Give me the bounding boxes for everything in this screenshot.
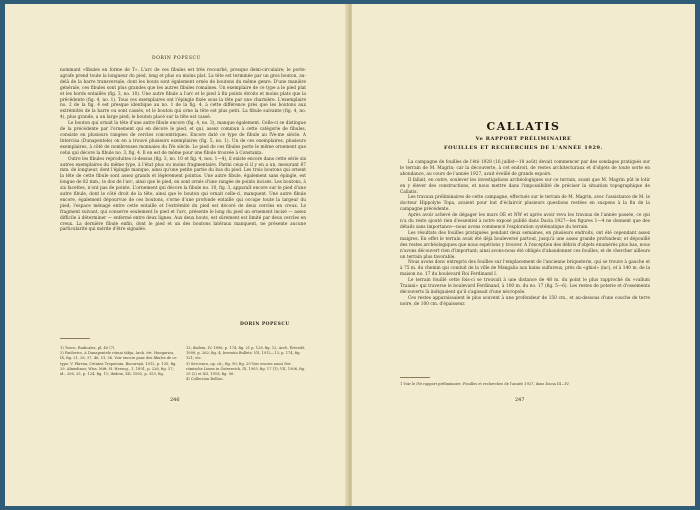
footnote: 1 Voir le IVe rapport préliminaire, Fouilles et recherches de l'année 1927, dans Dacia III—IV. xyxy=(400,382,570,386)
footnote: 3) Sevcenco, op. cit., fig. 90; fig. 29 Voir encore aussi Der römische Limes in Österreich, IX, 1903, fig. 17 (1); VII, 1906, fig. 29 (2) et XII, 1918, fig. 56. xyxy=(186,361,306,377)
left-page xyxy=(5,4,348,506)
paragraph: La campagne de fouilles de l'été 1928 (16 juillet—18 août) devait commencer par des sondages pratiqués sur le terrain de M. Magrin; car la découverte, à cet endroit, de restes architecturaux et d'objets de toute sorte en abondance, au cours de l'année 1927, avait éveillé de grands espoirs. xyxy=(400,160,650,177)
paragraph: Nous avons donc entrepris des fouilles sur l'emplacement de l'ancienne briqueterie, qui se trouve à gauche et à 75 m. du chemin qui conduit de la ville de Mangalia aux bains sulfureux, près du «ghiol» (lac), et à 140 m. de la maison no. 17 du boulevard Roi Ferdinand I. xyxy=(400,260,650,278)
right-footnote xyxy=(400,382,650,387)
footnote: 2) Paulovics, A Dunapentele római tábja, Arch. ért. Hungarica, IX, fig. 21, 28, 37, 46, 51, 56. Voir encore pour des fibules de ce type: V. Pârvan, Cetatea Tropaeum, Bucureşti, 1912, p. 135, fig. 29. Almedinos; Wiss. Mitt. H. Herzog., 1, 1891, p. 226, fig. 37; id., 206, 25, p. 124, fig. 11; ibidem, XII, 1892, p. 353, fig. xyxy=(60,351,177,377)
paragraph: nommant «fibules en forme de T». L'arc de ces fibules est très recourbé, presque demi-circulaire; le porte-agrafe prend toute la longueur du pied, long et plus ou moins plat. La tête est terminée par un gros bouton, au-delà de la barre transversale, dont les bouts sont également ornés de boutons du même genre. D'une manière générale, ces fibules sont plus grandes que les autres fibules romaines. Un exemplaire de ce type a le pied plat et les bords entaillés (fig. 3, no. 10). Une autre fibule a l'arc et le pied à fin points étroits et moins plats que la précédente (fig. 4, no. 1). Tous ces exemplaires ont l'épingle fixée sous la tête par une charnière. L'exemplaire no. 2 de la fig. 4 est presque identique au no. 1 de la fig. 4, à cette différence près que les boutons aux extrémités de la barre ou sont cassés, et le bouton qui orne la tête est plus petit. La fibule suivante (fig. 4, no. 4), plus grande, a un large pied; le bouton placé sur la tête est cassé. xyxy=(60,68,306,121)
article-subheading: FOUILLES ET RECHERCHES DE L'ANNÉE 1929. xyxy=(444,145,603,151)
paragraph: Le terrain fouillé cette fois-ci se trouvait à une distance de 48 m. du point le plus rapproché du «vallum Traiani» qui traverse le boulevard Ferdinand, à 100 m. du no. 17 (fig. 5—6). Les restes de poterie et d'ossements découverts là indiquaient qu'il s'agissait d'une nécropole. xyxy=(400,278,650,295)
paragraph: Les travaux préliminaires de cette campagne, effectués sur le terrain de M. Magrin, avec l'assistance de M. le docteur Hippolyte Topa, avaient pour but d'éclaircir plusieurs questions restées en suspens à la fin de la campagne précédente. xyxy=(400,195,650,213)
running-head: DORIN POPESCU xyxy=(152,56,201,61)
book-spread xyxy=(5,4,695,506)
right-page xyxy=(352,4,695,506)
footnote: 1) Turcu, Radicales, pl. 40 (7). xyxy=(60,346,116,350)
footnote-rule xyxy=(400,377,430,378)
paragraph: Il fallait, en outre, soulever les investigations archéologiques sur ce terrain, avant que M. Magrin pût le lotir en y élever des constructions, et nous mettre dans l'impossibilité de préciser la situation topographique de Callatis. xyxy=(400,177,650,195)
author-signature: DORIN POPESCU xyxy=(240,322,290,327)
article-subtitle: Ve RAPPORT PRÉLIMINAIRE xyxy=(475,136,572,142)
footnote: 13; ibidem, IV, 1896, p. 174, fig. 21 p. 128, fig. 12; Arch. Értesítő, 1908, p. 262, fig. 4; Inventio Bullets, VII, 1912—13, p. 174, fig. 121; etc. xyxy=(186,346,306,361)
right-body-text xyxy=(400,160,650,308)
page-number: 246 xyxy=(170,397,180,403)
page-number: 247 xyxy=(515,397,525,403)
paragraph: Après avoir achevé de dégager les murs OE et NW et après avoir revu les travaux de l'année passée, ce qui n'a du reste ajouté rien d'essentiel à notre exposé publié dans Dacia 1927—les figures 1—4 ne donnent que des détails sans importance—nous avons commencé l'exploration systématique du terrain. xyxy=(400,213,650,230)
footnote: 4) Collection Bolliac. xyxy=(186,377,224,382)
footnote-rule xyxy=(60,338,90,339)
paragraph: Les résultats des fouilles pratiquées pendant deux semaines, en plusieurs endroits, ont été cependant assez maigres. En effet le terrain avait été déjà bouleversé partout, jusqu'à une assez grande profondeur, et dépouillé des restes archéologiques que nous espérions y trouver. À l'exception des débris d'objets énumérés plus bas, nous n'avons découvert rien d'important; ainsi avons-nous été obligés d'abandonner ces fouilles, et de chercher ailleurs un terrain plus favorable. xyxy=(400,230,650,260)
paragraph: Le bouton qui ornait la tête d'une autre fibule encore (fig. 4, no. 3), manque également. Celle-ci se distingue de la précédente par l'ornement qui en décore le pied, et qui, assez commun à cette catégorie de fibules, consiste en plusieurs rangées de cercles concentriques. Encore daté ce type de fibule au IVe-me siècle. A Intercisa (Dunapentele) on en a trouvé plusieurs exemplaires (fig. 5, no. 1). Un de ces exemplaires, plusieurs exemplaires, à côté de nombreuses monnaies du IVe siècle. Le pied de ces fibules porte le même ornement que celui qui décore la fibule no. 3, fig. 4. Il en est de même pour une fibule trouvée à Constanța. xyxy=(60,121,306,156)
paragraph: Outre les fibules reproduites ci-dessus (fig. 3, no. 10 et fig. 4, nos. 1—4), il existe encore dans cette série six autres exemplaires du même type, à l'état plus ou moins fragmentaire. Parmi ceux-ci il y en a un, mesurant 87 mm. de longueur, dont l'épingle manque, ainsi qu'une petite partie du bas du pied. Les trois boutons qui ornent la tête de cette fibule sont assez grands et légèrement pointus. Une autre fibule, également sans épingle, est longue de 82 mm.; le dos de l'arc, ainsi que le pied, en sont ornés d'une rangée de points incisés. Les boutons, à six facettes, n'ont pas de pointe. L'ornement qui décore la fibule no. 10, fig. 3, apparaît encore sur le pied d'une autre fibule, dont le côté droit de la tête, ainsi que le bouton qui ornait celle-ci, manquent. Une autre fibule encore, également dépourvue de ces boutons, s'orne d'une profonde entaille qui occupe toute la largeur du pied; l'espace ménagé entre cette entaille et l'extrémité du pied est décoré de deux cercles en creux. Le fragment suivant, qui conserve seulement le pied et l'arc, présente le long du pied un ornement incisé — assez difficile à déterminer — enfermé entre deux lignes. Aux deux bouts, est sûrement est limité par deux cercles en creux. La dernière fibule enfin, dont le pied et un des boutons latéraux manquent, ne présente aucune particularité qui mérite d'être signalée. xyxy=(60,156,306,233)
left-footnotes xyxy=(60,346,306,392)
left-body-text xyxy=(60,68,306,233)
article-title: CALLATIS xyxy=(486,120,561,133)
paragraph: Ces restes apparaissaient le plus souvent à une profondeur de 150 cm., et au-dessous d'une couche de terre noire, de 100 cm. d'épaisseur. xyxy=(400,295,650,307)
